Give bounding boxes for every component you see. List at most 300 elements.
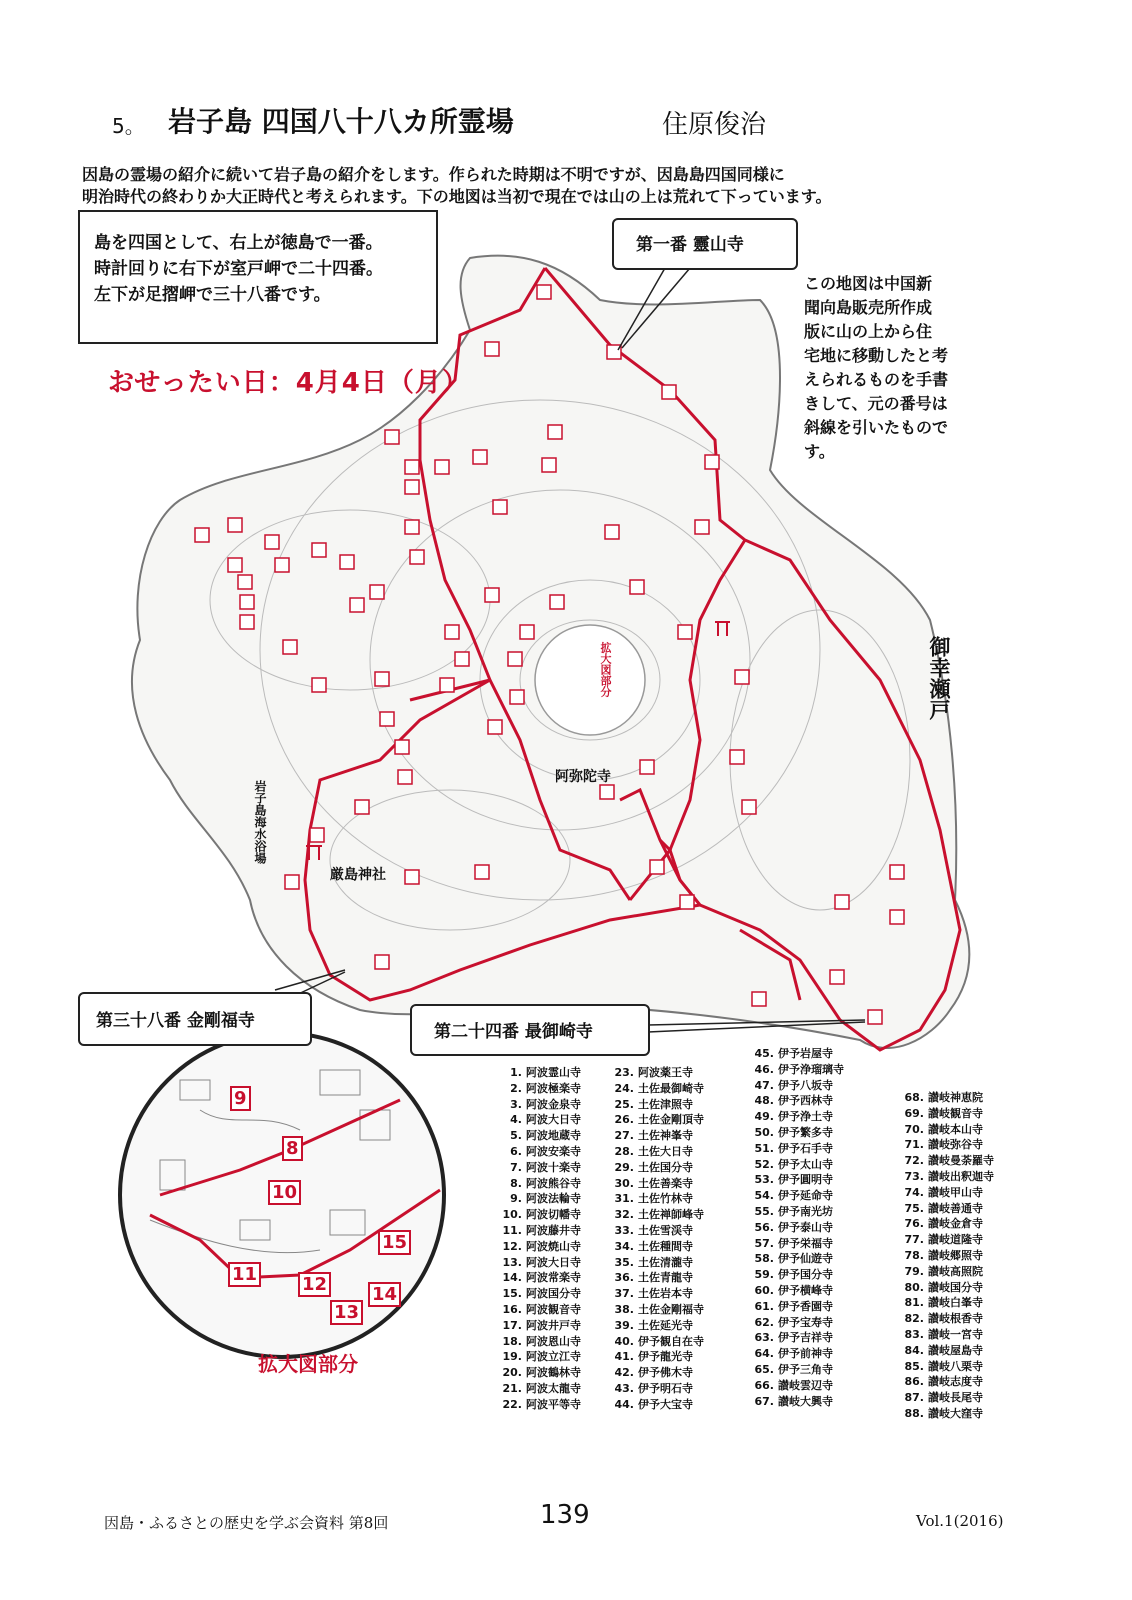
legend-entry xyxy=(500,1160,581,1176)
station-marker xyxy=(265,535,279,549)
station-marker xyxy=(350,598,364,612)
legend-entry-number: 3. xyxy=(510,1097,522,1111)
station-marker xyxy=(868,1010,882,1024)
legend-entry xyxy=(902,1280,994,1296)
legend-entry-temple: 伊予南光坊 xyxy=(778,1204,833,1218)
legend-entry-number: 58. xyxy=(754,1252,774,1266)
legend-entry xyxy=(752,1236,844,1252)
legend-entry-number: 39. xyxy=(614,1318,634,1332)
legend-entry-number: 63. xyxy=(754,1331,774,1345)
station-marker xyxy=(537,285,551,299)
legend-entry-temple: 阿波地蔵寺 xyxy=(526,1129,581,1143)
legend-entry-number: 64. xyxy=(754,1347,774,1361)
shrine-label: 厳島神社 xyxy=(330,867,386,883)
legend-entry-temple: 伊予佛木寺 xyxy=(638,1366,693,1380)
legend-entry-temple: 伊予西林寺 xyxy=(778,1094,833,1108)
legend-entry xyxy=(612,1302,704,1318)
legend-entry-number: 54. xyxy=(754,1189,774,1203)
note-line: きして、元の番号は xyxy=(804,394,948,413)
legend-entry-temple: 土佐竹林寺 xyxy=(638,1192,693,1206)
legend-entry xyxy=(612,1065,704,1081)
legend-entry-temple: 阿波金泉寺 xyxy=(526,1097,581,1111)
legend-entry-number: 2. xyxy=(510,1081,522,1095)
station-marker xyxy=(485,342,499,356)
legend-entry xyxy=(612,1334,704,1350)
legend-entry-temple: 伊予太山寺 xyxy=(778,1157,833,1171)
legend-entry xyxy=(612,1255,704,1271)
legend-entry-temple: 土佐金剛福寺 xyxy=(638,1302,704,1316)
station-marker xyxy=(285,875,299,889)
legend-entry xyxy=(902,1106,994,1122)
legend-entry-temple: 伊予明石寺 xyxy=(638,1381,693,1395)
legend-entry-number: 28. xyxy=(614,1144,634,1158)
station-marker xyxy=(650,860,664,874)
legend-entry-temple: 伊予香園寺 xyxy=(778,1299,833,1313)
legend-entry-number: 66. xyxy=(754,1378,774,1392)
station-marker xyxy=(730,750,744,764)
legend-entry-temple: 阿波切幡寺 xyxy=(526,1208,581,1222)
station-marker xyxy=(488,720,502,734)
legend-entry-temple: 讃岐大興寺 xyxy=(778,1394,833,1408)
station-marker xyxy=(380,712,394,726)
legend-entry xyxy=(500,1365,581,1381)
legend-entry-number: 19. xyxy=(502,1350,522,1364)
legend-entry xyxy=(902,1264,994,1280)
page-number: 139 xyxy=(540,1500,590,1530)
legend-entry xyxy=(902,1248,994,1264)
legend-entry xyxy=(752,1141,844,1157)
legend-entry-temple: 讃岐国分寺 xyxy=(928,1280,983,1294)
legend-entry-temple: 讃岐善通寺 xyxy=(928,1201,983,1215)
legend-entry xyxy=(500,1286,581,1302)
legend-entry-temple: 讃岐道隆寺 xyxy=(928,1233,983,1247)
legend-entry-number: 78. xyxy=(904,1248,924,1262)
legend-entry-temple: 阿波立江寺 xyxy=(526,1350,581,1364)
legend-entry-number: 50. xyxy=(754,1125,774,1139)
legend-entry-temple: 阿波常楽寺 xyxy=(526,1271,581,1285)
legend-entry-number: 76. xyxy=(904,1217,924,1231)
legend-entry-number: 18. xyxy=(502,1334,522,1348)
legend-entry-number: 13. xyxy=(502,1255,522,1269)
station-marker xyxy=(678,625,692,639)
callout-line: 島を四国として、右上が徳島で一番。 xyxy=(94,233,383,253)
legend-entry xyxy=(902,1406,994,1422)
beach-label: 岩子島海水浴場 xyxy=(253,780,267,864)
station-marker xyxy=(548,425,562,439)
legend-entry-temple: 伊予圓明寺 xyxy=(778,1173,833,1187)
legend-entry-temple: 伊予国分寺 xyxy=(778,1268,833,1282)
station-marker xyxy=(398,770,412,784)
intro-line-2: 明治時代の終わりか大正時代と考えられます。下の地図は当初で現在では山の上は荒れて下っています。 xyxy=(82,187,832,206)
legend-entry-number: 9. xyxy=(510,1192,522,1206)
legend-entry xyxy=(902,1359,994,1375)
legend-entry xyxy=(612,1112,704,1128)
legend-entry xyxy=(612,1144,704,1160)
station-marker xyxy=(520,625,534,639)
legend-entry-number: 88. xyxy=(904,1406,924,1420)
legend-entry-number: 68. xyxy=(904,1091,924,1104)
legend-entry-temple: 土佐延光寺 xyxy=(638,1318,693,1332)
legend-entry-number: 85. xyxy=(904,1359,924,1373)
legend-entry-temple: 伊予龍光寺 xyxy=(638,1350,693,1364)
station-marker xyxy=(705,455,719,469)
legend-entry-number: 15. xyxy=(502,1287,522,1301)
legend-entry-number: 71. xyxy=(904,1138,924,1152)
legend-entry xyxy=(500,1255,581,1271)
intro-line-1: 因島の霊場の紹介に続いて岩子島の紹介をします。作られた時期は不明ですが、因島島四国同様に xyxy=(82,165,785,184)
legend-entry-temple: 阿波極楽寺 xyxy=(526,1081,581,1095)
legend-entry-number: 82. xyxy=(904,1312,924,1326)
zoom-marker: 13 xyxy=(330,1300,363,1325)
legend-entry xyxy=(500,1112,581,1128)
legend-entry-number: 79. xyxy=(904,1264,924,1278)
legend-entry-number: 35. xyxy=(614,1255,634,1269)
legend-entry-temple: 讃岐観音寺 xyxy=(928,1106,983,1120)
legend-entry-temple: 土佐岩本寺 xyxy=(638,1287,693,1301)
station-marker xyxy=(312,678,326,692)
station-marker xyxy=(240,615,254,629)
legend-entry-number: 55. xyxy=(754,1204,774,1218)
station-marker xyxy=(312,543,326,557)
station-marker xyxy=(735,670,749,684)
legend-entry-number: 37. xyxy=(614,1287,634,1301)
map-note-callout xyxy=(798,272,976,472)
legend-entry-number: 23. xyxy=(614,1066,634,1079)
zoom-area-label: 拡大図部分 xyxy=(599,642,612,697)
legend-entry xyxy=(752,1078,844,1094)
legend-entry-temple: 阿波大日寺 xyxy=(526,1255,581,1269)
legend-entry-number: 81. xyxy=(904,1296,924,1310)
legend-entry-number: 16. xyxy=(502,1302,522,1316)
legend-entry xyxy=(752,1220,844,1236)
legend-entry-temple: 阿波十楽寺 xyxy=(526,1160,581,1174)
station-marker xyxy=(410,550,424,564)
station-marker xyxy=(195,528,209,542)
legend-entry-number: 24. xyxy=(614,1081,634,1095)
legend-entry xyxy=(612,1207,704,1223)
legend-entry xyxy=(500,1207,581,1223)
legend-entry-number: 53. xyxy=(754,1173,774,1187)
legend-entry-number: 72. xyxy=(904,1154,924,1168)
legend-entry-temple: 阿波平等寺 xyxy=(526,1397,581,1411)
callout-line: 第三十八番 金剛福寺 xyxy=(96,1011,255,1031)
legend-entry-temple: 伊予岩屋寺 xyxy=(778,1047,833,1060)
legend-entry xyxy=(612,1349,704,1365)
legend-entry-temple: 土佐津照寺 xyxy=(638,1097,693,1111)
legend-column-2 xyxy=(612,1065,704,1413)
legend-entry xyxy=(752,1267,844,1283)
note-line: 宅地に移動したと考 xyxy=(804,346,949,365)
zoom-marker: 11 xyxy=(228,1262,261,1287)
legend-entry-temple: 伊予大宝寺 xyxy=(638,1397,693,1411)
legend-entry xyxy=(752,1188,844,1204)
legend-entry-number: 75. xyxy=(904,1201,924,1215)
station-marker xyxy=(405,520,419,534)
legend-entry xyxy=(612,1176,704,1192)
legend-entry-number: 42. xyxy=(614,1366,634,1380)
legend-entry-temple: 伊予泰山寺 xyxy=(778,1220,833,1234)
legend-entry xyxy=(752,1315,844,1331)
legend-entry-temple: 阿波太龍寺 xyxy=(526,1381,581,1395)
legend-entry-number: 80. xyxy=(904,1280,924,1294)
note-line: 版に山の上から住 xyxy=(804,322,933,341)
temple-label: 阿弥陀寺 xyxy=(555,769,611,785)
legend-entry-temple: 伊予石手寺 xyxy=(778,1141,833,1155)
station-marker xyxy=(228,518,242,532)
zoom-marker: 9 xyxy=(230,1086,251,1111)
legend-entry xyxy=(902,1374,994,1390)
legend-entry-number: 32. xyxy=(614,1208,634,1222)
legend-entry xyxy=(752,1204,844,1220)
legend-entry xyxy=(500,1081,581,1097)
legend-entry-number: 11. xyxy=(502,1223,522,1237)
station-marker xyxy=(890,865,904,879)
legend-entry-temple: 阿波鶴林寺 xyxy=(526,1366,581,1380)
legend-entry xyxy=(500,1318,581,1334)
legend-entry-number: 12. xyxy=(502,1239,522,1253)
legend-entry-temple: 阿波藤井寺 xyxy=(526,1223,581,1237)
legend-entry xyxy=(612,1128,704,1144)
note-line: 聞向島販売所作成 xyxy=(804,298,933,317)
legend-entry-temple: 伊予吉祥寺 xyxy=(778,1331,833,1345)
legend-entry-number: 33. xyxy=(614,1223,634,1237)
legend-entry-number: 20. xyxy=(502,1366,522,1380)
station-marker xyxy=(455,652,469,666)
page-title: 岩子島 四国八十八カ所霊場 xyxy=(168,105,514,138)
zoom-area-circle xyxy=(535,625,645,735)
legend-entry xyxy=(612,1223,704,1239)
station-marker xyxy=(493,500,507,514)
legend-entry-number: 52. xyxy=(754,1157,774,1171)
station-marker xyxy=(310,828,324,842)
legend-entry xyxy=(752,1172,844,1188)
legend-column-3 xyxy=(752,1046,844,1409)
first-temple-callout xyxy=(612,218,798,270)
legend-entry xyxy=(902,1327,994,1343)
legend-entry-number: 36. xyxy=(614,1271,634,1285)
legend-entry-number: 60. xyxy=(754,1283,774,1297)
legend-entry xyxy=(500,1381,581,1397)
legend-entry-temple: 土佐最御崎寺 xyxy=(638,1081,704,1095)
legend-entry-temple: 土佐清瀧寺 xyxy=(638,1255,693,1269)
legend-entry-number: 1. xyxy=(510,1066,522,1079)
legend-entry-temple: 讃岐志度寺 xyxy=(928,1375,983,1389)
legend-entry-temple: 土佐国分寺 xyxy=(638,1160,693,1174)
legend-entry-temple: 土佐禅師峰寺 xyxy=(638,1208,704,1222)
note-line: この地図は中国新 xyxy=(804,274,933,293)
legend-entry-number: 22. xyxy=(502,1397,522,1411)
legend-entry xyxy=(902,1185,994,1201)
legend-entry xyxy=(612,1318,704,1334)
legend-entry-temple: 阿波法輪寺 xyxy=(526,1192,581,1206)
legend-entry-number: 7. xyxy=(510,1160,522,1174)
legend-entry-number: 41. xyxy=(614,1350,634,1364)
footer-source: 因島・ふるさとの歴史を学ぶ会資料 第8回 xyxy=(104,1514,389,1532)
legend-entry xyxy=(612,1365,704,1381)
callout-line: 時計回りに右下が室戸岬で二十四番。 xyxy=(94,259,383,279)
legend-entry-number: 67. xyxy=(754,1394,774,1408)
legend-entry xyxy=(752,1093,844,1109)
legend-entry-temple: 阿波霊山寺 xyxy=(526,1066,581,1079)
legend-entry-temple: 伊予繁多寺 xyxy=(778,1125,833,1139)
legend-entry xyxy=(612,1286,704,1302)
legend-entry-number: 14. xyxy=(502,1271,522,1285)
legend-entry-temple: 土佐善楽寺 xyxy=(638,1176,693,1190)
callout-line: 左下が足摺岬で三十八番です。 xyxy=(94,285,331,305)
legend-entry-temple: 讃岐高照院 xyxy=(928,1264,983,1278)
legend-entry-number: 70. xyxy=(904,1122,924,1136)
section-number: 5。 xyxy=(112,114,145,138)
station-marker xyxy=(550,595,564,609)
legend-entry xyxy=(500,1128,581,1144)
legend-entry-number: 46. xyxy=(754,1062,774,1076)
legend-entry-temple: 土佐大日寺 xyxy=(638,1144,693,1158)
legend-entry xyxy=(500,1191,581,1207)
legend-entry xyxy=(612,1097,704,1113)
legend-entry xyxy=(500,1176,581,1192)
legend-entry xyxy=(752,1109,844,1125)
legend-entry xyxy=(612,1381,704,1397)
legend-entry-temple: 讃岐八栗寺 xyxy=(928,1359,983,1373)
legend-entry-number: 6. xyxy=(510,1144,522,1158)
legend-entry-temple: 阿波薬王寺 xyxy=(638,1066,693,1079)
legend-entry xyxy=(612,1081,704,1097)
legend-entry xyxy=(500,1334,581,1350)
legend-entry-number: 47. xyxy=(754,1078,774,1092)
zoom-marker: 10 xyxy=(268,1180,301,1205)
legend-entry-temple: 土佐青龍寺 xyxy=(638,1271,693,1285)
legend-entry-number: 48. xyxy=(754,1094,774,1108)
legend-entry xyxy=(752,1157,844,1173)
orientation-callout xyxy=(78,210,438,344)
station-marker xyxy=(355,800,369,814)
legend-entry xyxy=(902,1137,994,1153)
station-marker xyxy=(695,520,709,534)
legend-entry-number: 73. xyxy=(904,1169,924,1183)
legend-entry-number: 29. xyxy=(614,1160,634,1174)
legend-entry-number: 45. xyxy=(754,1047,774,1060)
zoom-marker: 15 xyxy=(378,1230,411,1255)
legend-entry xyxy=(500,1097,581,1113)
legend-entry-temple: 阿波観音寺 xyxy=(526,1302,581,1316)
station-marker xyxy=(835,895,849,909)
legend-entry xyxy=(902,1295,994,1311)
legend-entry-number: 26. xyxy=(614,1113,634,1127)
legend-entry xyxy=(752,1283,844,1299)
legend-entry-temple: 讃岐弥谷寺 xyxy=(928,1138,983,1152)
legend-entry xyxy=(500,1397,581,1413)
station-marker xyxy=(370,585,384,599)
legend-entry xyxy=(902,1232,994,1248)
station-marker xyxy=(405,870,419,884)
legend-entry xyxy=(500,1065,581,1081)
legend-entry xyxy=(752,1378,844,1394)
station-marker xyxy=(662,385,676,399)
legend-entry-number: 65. xyxy=(754,1362,774,1376)
station-marker xyxy=(375,672,389,686)
station-marker xyxy=(435,460,449,474)
legend-entry xyxy=(500,1144,581,1160)
legend-entry-number: 40. xyxy=(614,1334,634,1348)
legend-entry xyxy=(902,1169,994,1185)
station-marker xyxy=(475,865,489,879)
legend-entry-temple: 阿波安楽寺 xyxy=(526,1144,581,1158)
zoom-marker: 12 xyxy=(298,1272,331,1297)
station-marker xyxy=(742,800,756,814)
station-marker xyxy=(375,955,389,969)
station-marker xyxy=(440,678,454,692)
station-marker xyxy=(395,740,409,754)
legend-entry xyxy=(752,1046,844,1062)
legend-entry-temple: 讃岐曼荼羅寺 xyxy=(928,1154,994,1168)
legend-entry-number: 74. xyxy=(904,1185,924,1199)
legend-entry xyxy=(752,1251,844,1267)
legend-entry-temple: 伊予八坂寺 xyxy=(778,1078,833,1092)
legend-entry-number: 25. xyxy=(614,1097,634,1111)
legend-entry-temple: 土佐雪渓寺 xyxy=(638,1223,693,1237)
legend-entry xyxy=(612,1239,704,1255)
legend-entry-temple: 讃岐金倉寺 xyxy=(928,1217,983,1231)
zoom-marker: 8 xyxy=(282,1136,303,1161)
legend-entry-number: 77. xyxy=(904,1233,924,1247)
legend-entry-number: 17. xyxy=(502,1318,522,1332)
legend-entry-number: 5. xyxy=(510,1129,522,1143)
callout-line: 第二十四番 最御崎寺 xyxy=(434,1022,593,1042)
legend-entry-temple: 讃岐屋島寺 xyxy=(928,1343,983,1357)
station-marker xyxy=(283,640,297,654)
legend-entry xyxy=(752,1062,844,1078)
legend-entry xyxy=(902,1311,994,1327)
author-name: 住原俊治 xyxy=(662,110,767,140)
legend-entry xyxy=(752,1125,844,1141)
strait-label: 御幸瀬戸 xyxy=(927,636,951,720)
legend-entry-number: 43. xyxy=(614,1381,634,1395)
legend-entry-number: 56. xyxy=(754,1220,774,1234)
legend-entry-number: 69. xyxy=(904,1106,924,1120)
legend-entry-number: 10. xyxy=(502,1208,522,1222)
legend-entry xyxy=(500,1302,581,1318)
legend-entry-number: 34. xyxy=(614,1239,634,1253)
legend-entry-temple: 阿波恩山寺 xyxy=(526,1334,581,1348)
legend-entry xyxy=(902,1343,994,1359)
legend-entry xyxy=(752,1346,844,1362)
legend-entry-temple: 阿波焼山寺 xyxy=(526,1239,581,1253)
station-marker xyxy=(238,575,252,589)
legend-entry-number: 86. xyxy=(904,1375,924,1389)
legend-entry-temple: 伊予前神寺 xyxy=(778,1347,833,1361)
legend-entry-temple: 讃岐大窪寺 xyxy=(928,1406,983,1420)
legend-entry-number: 44. xyxy=(614,1397,634,1411)
station-marker xyxy=(473,450,487,464)
note-line: 斜線を引いたもので xyxy=(804,418,949,437)
legend-entry-temple: 伊予仙遊寺 xyxy=(778,1252,833,1266)
legend-entry-temple: 讃岐白峯寺 xyxy=(928,1296,983,1310)
legend-column-1 xyxy=(500,1065,581,1413)
note-line: す。 xyxy=(804,442,835,461)
legend-entry-number: 51. xyxy=(754,1141,774,1155)
legend-entry xyxy=(612,1397,704,1413)
legend-entry-number: 61. xyxy=(754,1299,774,1313)
station-marker xyxy=(485,588,499,602)
legend-entry-number: 87. xyxy=(904,1391,924,1405)
legend-entry-number: 30. xyxy=(614,1176,634,1190)
legend-entry xyxy=(612,1160,704,1176)
legend-entry-temple: 伊予浄瑠璃寺 xyxy=(778,1062,844,1076)
legend-entry-temple: 土佐神峯寺 xyxy=(638,1129,693,1143)
legend-entry-temple: 讃岐根香寺 xyxy=(928,1312,983,1326)
legend-entry-number: 8. xyxy=(510,1176,522,1190)
legend-entry-temple: 土佐種間寺 xyxy=(638,1239,693,1253)
